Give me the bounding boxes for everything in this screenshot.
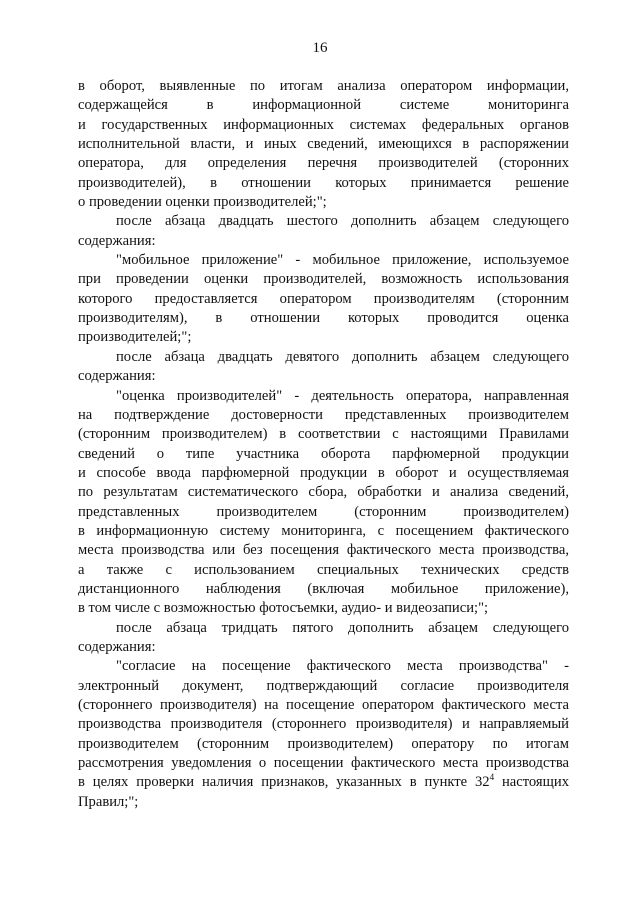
text-line <box>78 483 569 502</box>
line-text: содержащейся в информационной системе мониторинга <box>78 97 569 114</box>
paragraph <box>78 657 569 812</box>
text-line <box>78 406 569 425</box>
line-text: исполнительной власти, и иных сведений, имеющихся в распоряжении <box>78 136 569 153</box>
paragraph <box>78 619 569 658</box>
line-text: после абзаца тридцать пятого дополнить абзацем следующего <box>116 619 569 636</box>
paragraph <box>78 77 569 212</box>
text-line <box>78 541 569 560</box>
text-line <box>78 367 569 386</box>
text-line <box>78 154 569 173</box>
line-text: а также с использованием специальных технических средств <box>78 561 569 578</box>
line-text: по результатам систематического сбора, обработки и анализа сведений, <box>78 484 569 501</box>
line-text: производства производителя (стороннего производителя) и направляемый <box>78 716 569 733</box>
line-text: в информационную систему мониторинга, с посещением фактического <box>78 522 569 539</box>
line-text: (стороннего производителя) на посещение оператором фактического места <box>78 697 569 713</box>
text-line <box>78 348 569 367</box>
line-text: на подтверждение достоверности представленных производителем <box>78 406 569 423</box>
text-line <box>78 754 569 773</box>
line-text: "оценка производителей" - деятельность оператора, направленная <box>116 387 569 404</box>
text-line <box>78 309 569 328</box>
line-text: содержания: <box>78 368 156 385</box>
line-text: в целях проверки наличия признаков, указанных в пункте 32 <box>78 774 490 791</box>
text-line <box>78 116 569 135</box>
text-line <box>78 232 569 251</box>
line-text: дистанционного наблюдения (включая мобильное приложение), <box>78 580 569 597</box>
paragraph <box>78 212 569 251</box>
text-line <box>78 328 569 347</box>
text-line <box>78 696 569 715</box>
line-text: оператора, для определения перечня производителей (сторонних <box>78 155 569 172</box>
line-text: после абзаца двадцать шестого дополнить абзацем следующего <box>116 213 569 230</box>
text-line <box>78 290 569 309</box>
line-text: места производства или без посещения фактического места производства, <box>78 542 569 559</box>
line-text: о проведении оценки производителей;"; <box>78 194 327 211</box>
line-text: рассмотрения уведомления о посещении фактического места производства <box>78 755 569 772</box>
line-text: в оборот, выявленные по итогам анализа оператором информации, <box>78 78 569 94</box>
line-text: после абзаца двадцать девятого дополнить абзацем следующего <box>116 348 569 365</box>
text-line <box>78 425 569 444</box>
text-line <box>78 96 569 115</box>
text-line <box>78 77 569 96</box>
text-line <box>78 270 569 289</box>
line-text: Правил;"; <box>78 793 139 810</box>
line-text: производителем (сторонним производителем) оператору по итогам <box>78 735 569 752</box>
line-text-tail: настоящих <box>494 774 569 791</box>
text-line <box>78 561 569 580</box>
text-line <box>78 677 569 696</box>
text-line <box>78 503 569 522</box>
text-line <box>78 599 569 618</box>
text-line <box>78 580 569 599</box>
text-line <box>78 773 569 792</box>
paragraph <box>78 348 569 387</box>
text-line <box>78 445 569 464</box>
line-text: представленных производителем (сторонним производителем) <box>78 503 569 520</box>
line-text: содержания: <box>78 232 156 249</box>
line-text: при проведении оценки производителей, возможность использования <box>78 271 569 288</box>
text-line <box>78 251 569 270</box>
paragraph <box>78 387 569 619</box>
text-line <box>78 387 569 406</box>
line-text: (сторонним производителем) в соответствии с настоящими Правилами <box>78 426 569 443</box>
text-line <box>78 715 569 734</box>
line-text: производителей), в отношении которых принимается решение <box>78 174 569 191</box>
line-text: "мобильное приложение" - мобильное приложение, используемое <box>116 252 569 269</box>
text-line <box>78 464 569 483</box>
page-number: 16 <box>312 40 328 56</box>
text-line <box>78 174 569 193</box>
text-line <box>78 522 569 541</box>
line-text: которого предоставляется оператором производителям (сторонним <box>78 290 569 307</box>
text-line <box>78 793 569 812</box>
line-text: и государственных информационных системах федеральных органов <box>78 116 569 133</box>
line-text: сведений о типе участника оборота парфюмерной продукции <box>78 445 569 462</box>
line-text: производителям), в отношении которых проводится оценка <box>78 310 569 327</box>
line-text: "согласие на посещение фактического места производства" - <box>116 658 569 675</box>
line-text: и способе ввода парфюмерной продукции в оборот и осуществляемая <box>78 464 569 481</box>
line-text: в том числе с возможностью фотосъемки, аудио- и видеозаписи;"; <box>78 600 489 617</box>
text-line <box>78 135 569 154</box>
text-line <box>78 193 569 212</box>
document-body <box>78 77 569 812</box>
text-line <box>78 638 569 657</box>
line-text: электронный документ, подтверждающий согласие производителя <box>78 677 569 694</box>
line-text: содержания: <box>78 638 156 655</box>
paragraph <box>78 251 569 348</box>
line-text: производителей;"; <box>78 329 192 346</box>
text-line <box>78 212 569 231</box>
text-line <box>78 657 569 676</box>
text-line <box>78 735 569 754</box>
superscript: 4 <box>489 772 495 783</box>
text-line <box>78 619 569 638</box>
